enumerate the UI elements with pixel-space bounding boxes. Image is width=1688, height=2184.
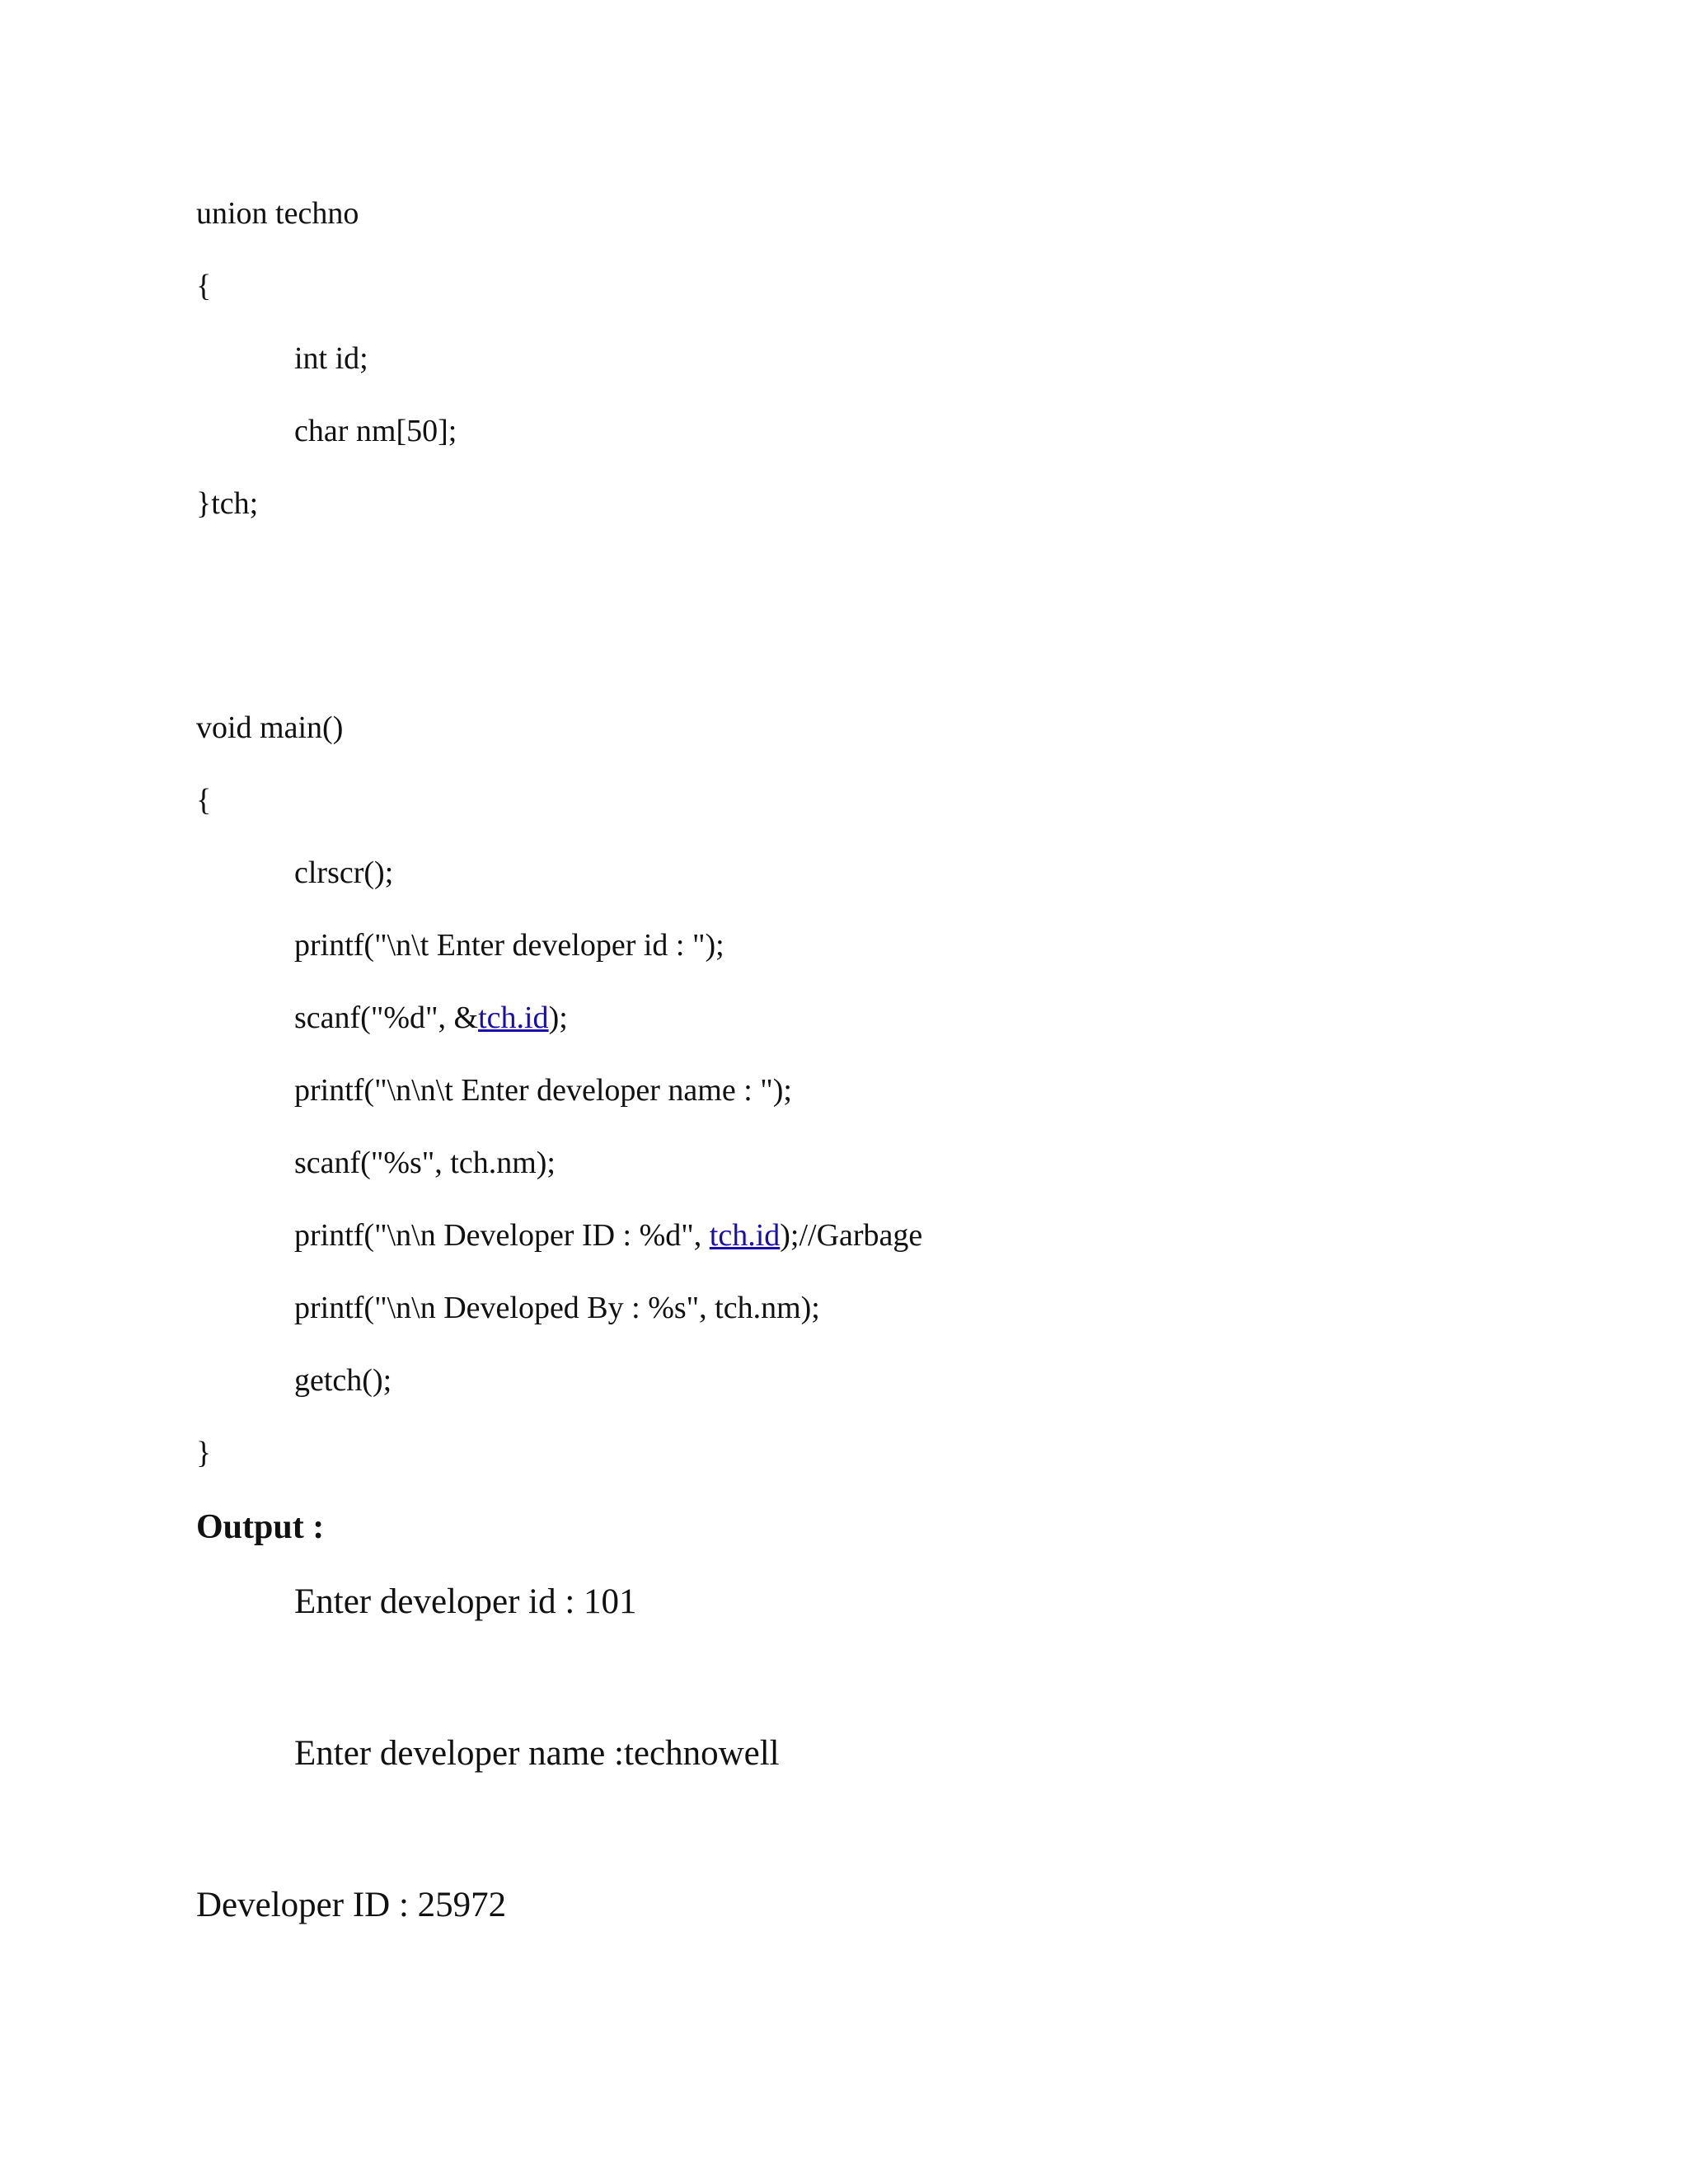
printf-devby-line: printf("\n\n Developed By : %s", tch.nm);: [294, 1291, 820, 1325]
open-brace: {: [196, 269, 212, 303]
printf-id-prompt-line: printf("\n\t Enter developer id : ");: [294, 928, 724, 963]
printf-devid-line: [294, 1220, 922, 1251]
open-brace: {: [196, 783, 212, 818]
output-line-id: Enter developer id : 101: [294, 1582, 637, 1621]
printf-devid-prefix: printf("\n\n Developer ID : %d",: [294, 1218, 710, 1253]
output-line-name: Enter developer name :technowell: [294, 1734, 780, 1773]
close-union-line: }tch;: [196, 486, 259, 521]
clrscr-line: clrscr();: [294, 855, 394, 890]
close-brace: }: [196, 1436, 212, 1470]
printf-devid-suffix: );//Garbage: [780, 1218, 923, 1253]
tch-id-link[interactable]: tch.id: [709, 1218, 781, 1253]
main-declaration: void main(): [196, 710, 344, 745]
member-name-line: char nm[50];: [294, 414, 457, 448]
output-heading: Output :: [196, 1508, 325, 1546]
union-declaration: union techno: [196, 196, 359, 231]
tch-id-link[interactable]: tch.id: [478, 1001, 549, 1035]
printf-name-prompt-line: printf("\n\n\t Enter developer name : ");: [294, 1073, 792, 1108]
member-id-line: int id;: [294, 341, 368, 376]
scanf-id-line: [294, 1002, 568, 1033]
scanf-name-line: scanf("%s", tch.nm);: [294, 1146, 556, 1180]
scanf-id-prefix: scanf("%d", &: [294, 1001, 479, 1035]
output-line-devid: Developer ID : 25972: [196, 1886, 507, 1924]
getch-line: getch();: [294, 1363, 392, 1398]
scanf-id-suffix: );: [548, 1001, 568, 1035]
